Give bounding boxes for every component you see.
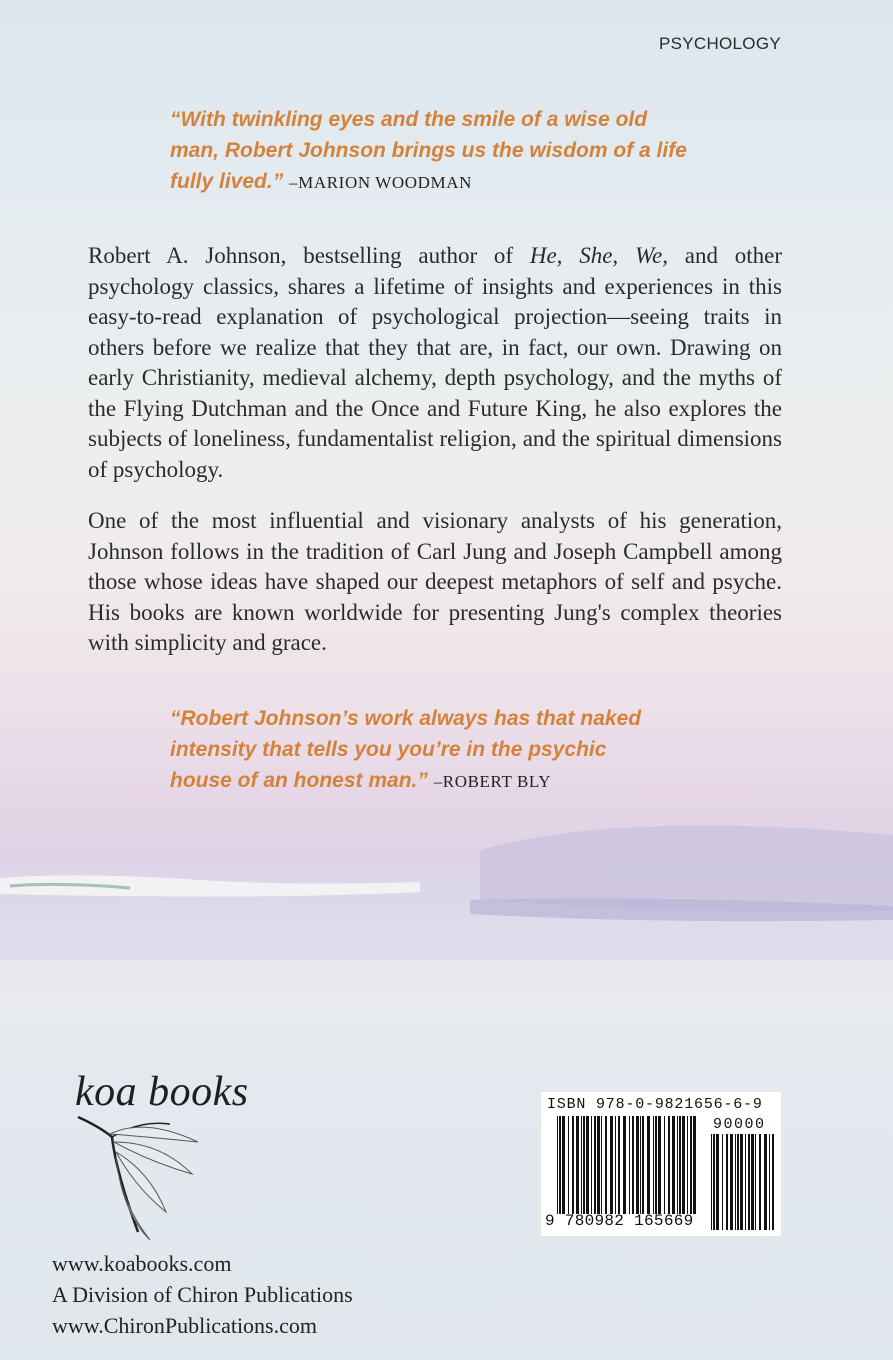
barcode-bar [583,1116,585,1214]
barcode-bar [711,1134,712,1230]
publisher-division: A Division of Chiron Publications [52,1282,353,1307]
barcode-bar [730,1134,733,1230]
barcode-bar [572,1116,574,1214]
barcode-bar [647,1116,650,1214]
barcode-bar [722,1134,723,1230]
barcode-bar [740,1134,743,1230]
barcode-bar [623,1116,626,1214]
publisher-contact [52,1248,353,1341]
barcode-bar [568,1116,569,1214]
barcode-bar [751,1134,754,1230]
barcode-bar [679,1116,681,1214]
publisher-logo-text: koa books [75,1069,249,1115]
barcode-bar [748,1134,750,1230]
category-label: PSYCHOLOGY [658,34,781,53]
barcode-bar [755,1134,756,1230]
barcode-bar [601,1116,602,1214]
chiron-website-link[interactable]: www.ChironPublications.com [52,1313,317,1338]
barcode-bar [640,1116,641,1214]
barcode-bar [605,1116,607,1214]
barcode-bar [642,1116,644,1214]
barcode-bar [658,1116,661,1214]
barcode-bar [687,1116,688,1214]
quote-top-attribution: –MARION WOODMAN [289,173,472,192]
description-p1-rest: and other psychology classics, shares a lifetime of insights and experiences in this easy-to-read explanation of psychological projection—seeing traits in others before we realize that they that are, in fact, our own. Drawing on early Christianity, medieval alchemy, depth psychology, and the myths of the Flying Dutchman and the Once and Future King, he also explores the subjects of loneliness, fundamentalist religion, and the spiritual dimensions of psychology. [88,243,782,482]
barcode-bars [557,1116,699,1214]
barcode-bar [629,1116,630,1214]
description-paragraph-1 [88,241,782,485]
ean-number: 9 780982 165669 [545,1212,694,1230]
barcode-bar [677,1116,678,1214]
leaf-branch-icon [70,1112,210,1242]
barcode-bar [716,1134,719,1230]
barcode-bar [772,1134,774,1230]
price-code: 90000 [713,1116,766,1133]
description-p1-start: Robert A. Johnson, bestselling author of [88,243,530,268]
quote-top-text: “With twinkling eyes and the smile of a wise old man, Robert Johnson brings us the wisdom of a life fully lived.” [170,108,687,193]
isbn-label: ISBN 978-0-9821656-6-9 [547,1096,763,1113]
barcode-bar [562,1116,565,1214]
barcode-bar [615,1116,616,1214]
barcode-bar [693,1116,696,1214]
isbn-barcode [541,1092,781,1236]
quote-bottom-attribution: –ROBERT BLY [433,772,552,791]
barcode-bar [610,1116,613,1214]
barcode-bar [690,1116,692,1214]
barcode-bar [664,1116,665,1214]
barcode-bar [559,1116,561,1214]
quote-bottom [170,703,660,797]
barcode-bar [594,1116,596,1214]
quote-top [170,104,690,198]
barcode-bar [672,1116,675,1214]
barcode-bar [586,1116,589,1214]
barcode-bar [726,1134,728,1230]
barcode-bar [769,1134,770,1230]
barcode-bar [581,1116,582,1214]
barcode-bar [764,1134,767,1230]
barcode-bar [682,1116,685,1214]
barcode-bar [745,1134,746,1230]
barcode-bar [557,1116,558,1214]
book-titles: He, She, We, [529,243,668,268]
barcode-addon-bars [711,1134,775,1230]
barcode-bar [597,1116,600,1214]
barcode-bar [576,1116,579,1214]
barcode-bar [618,1116,620,1214]
barcode-bar [668,1116,670,1214]
barcode-bar [632,1116,634,1214]
barcode-bar [737,1134,739,1230]
barcode-bar [735,1134,736,1230]
barcode-bar [759,1134,761,1230]
description-paragraph-2: One of the most influential and visionary analysts of his generation, Johnson follows in the tradition of Carl Jung and Joseph Campbell among those whose ideas have shaped our deepest metaphors of self and psyche. His books are known worldwide for presenting Jung's complex theories with simplicity and grace. [88,508,782,655]
seascape-painting [0,820,893,960]
quote-bottom-text: “Robert Johnson’s work always has that naked intensity that tells you you’re in the psychic house of an honest man.” [170,707,642,792]
barcode-bar [653,1116,654,1214]
barcode-bar [591,1116,592,1214]
barcode-bar [655,1116,657,1214]
barcode-bar [636,1116,639,1214]
koabooks-website-link[interactable]: www.koabooks.com [52,1251,232,1276]
barcode-bar [713,1134,715,1230]
